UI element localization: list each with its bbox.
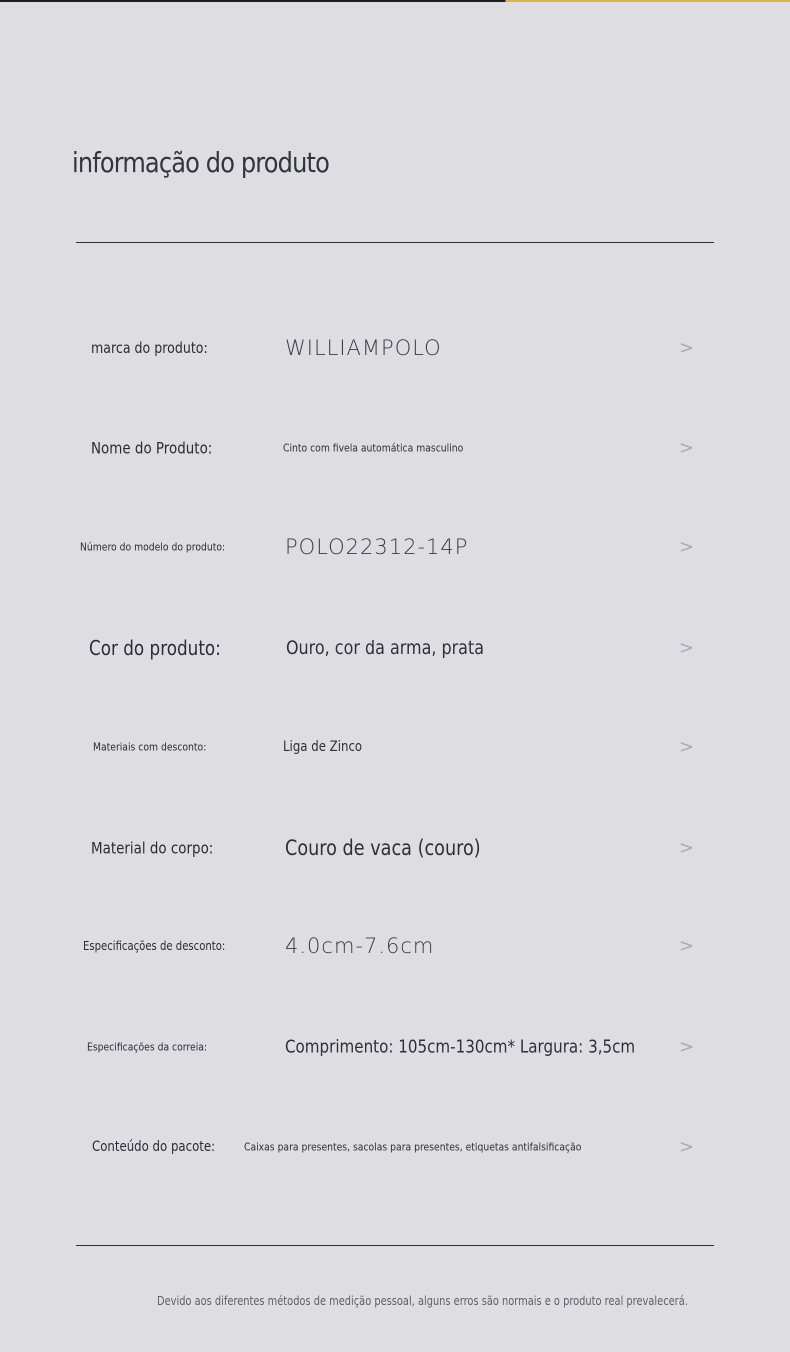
page-title: informação do produto [72, 146, 329, 179]
spec-label: Material do corpo: [91, 838, 214, 858]
spec-row-model [0, 527, 790, 567]
top-accent-bar [0, 0, 790, 2]
chevron-right-icon: > [679, 736, 695, 758]
chevron-right-icon: > [679, 536, 695, 558]
spec-row-package [0, 1127, 790, 1167]
spec-label: Especificações da correia: [87, 1040, 208, 1054]
top-divider [76, 242, 714, 243]
spec-row-name [0, 428, 790, 468]
spec-value: WILLIAMPOLO [285, 336, 442, 360]
chevron-right-icon: > [679, 837, 695, 859]
spec-value: Liga de Zinco [283, 739, 363, 755]
spec-value: Caixas para presentes, sacolas para presentes, etiquetas antifalsificação [244, 1140, 582, 1154]
chevron-right-icon: > [679, 437, 695, 459]
spec-value: Ouro, cor da arma, prata [286, 637, 485, 659]
spec-value: 4.0cm-7.6cm [285, 934, 435, 958]
spec-row-discount-spec [0, 926, 790, 966]
spec-value: Couro de vaca (couro) [285, 836, 481, 860]
spec-label: Materiais com desconto: [93, 740, 207, 754]
spec-row-color [0, 628, 790, 668]
chevron-right-icon: > [679, 1136, 695, 1158]
spec-row-brand [0, 328, 790, 368]
spec-label: Conteúdo do pacote: [92, 1139, 216, 1155]
spec-label: marca do produto: [91, 339, 208, 357]
spec-value: Cinto com fivela automática masculino [283, 441, 464, 455]
chevron-right-icon: > [679, 637, 695, 659]
spec-label: Número do modelo do produto: [80, 540, 226, 554]
chevron-right-icon: > [679, 935, 695, 957]
spec-label: Nome do Produto: [91, 438, 213, 458]
chevron-right-icon: > [679, 1036, 695, 1058]
spec-label: Cor do produto: [89, 636, 221, 660]
bottom-divider [76, 1245, 714, 1246]
spec-value: Comprimento: 105cm-130cm* Largura: 3,5cm [285, 1036, 636, 1058]
chevron-right-icon: > [679, 337, 695, 359]
spec-row-body-material [0, 828, 790, 868]
spec-row-strap-spec [0, 1027, 790, 1067]
measurement-disclaimer: Devido aos diferentes métodos de medição pessoal, alguns erros são normais e o produto real prevalecerá. [157, 1294, 688, 1308]
spec-value: POLO22312-14P [285, 535, 469, 559]
spec-row-discount-material [0, 727, 790, 767]
spec-label: Especificações de desconto: [83, 939, 226, 953]
